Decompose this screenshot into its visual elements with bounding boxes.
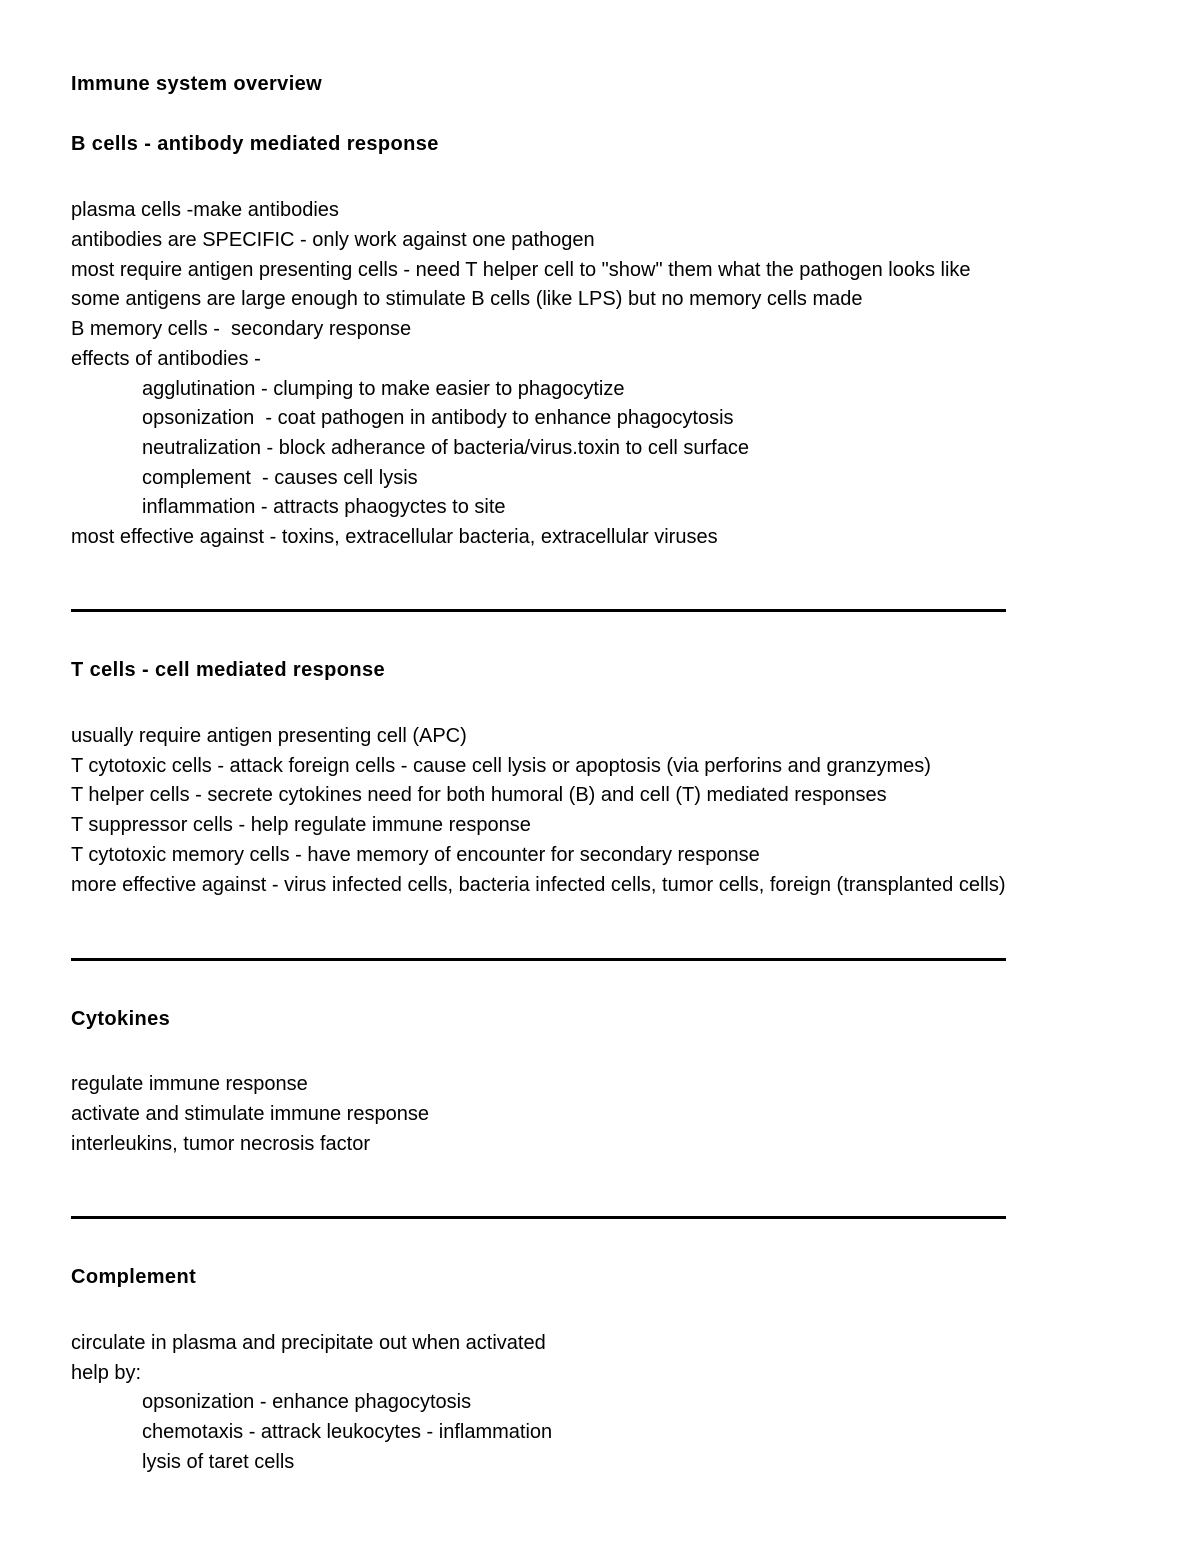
- cytokines-line: interleukins, tumor necrosis factor: [71, 1133, 371, 1155]
- antibody-effect-item: complement - causes cell lysis: [142, 467, 418, 489]
- t-cells-line: T helper cells - secrete cytokines need for both humoral (B) and cell (T) mediated responses: [71, 784, 887, 806]
- complement-line: circulate in plasma and precipitate out when activated: [71, 1332, 546, 1354]
- b-cells-line: B memory cells - secondary response: [71, 318, 412, 340]
- section-divider: [71, 609, 1006, 612]
- t-cells-line: usually require antigen presenting cell (APC): [71, 725, 467, 747]
- antibody-effect-item: opsonization - coat pathogen in antibody to enhance phagocytosis: [142, 407, 734, 429]
- t-cells-line: T cytotoxic cells - attack foreign cells - cause cell lysis or apoptosis (via perforins and granzymes): [71, 755, 931, 777]
- section-divider: [71, 958, 1006, 961]
- complement-line: help by:: [71, 1362, 142, 1384]
- cytokines-line: regulate immune response: [71, 1073, 308, 1095]
- b-cells-line: effects of antibodies -: [71, 348, 261, 370]
- t-cells-line: more effective against - virus infected cells, bacteria infected cells, tumor cells, foreign (transplanted cells): [71, 874, 1006, 896]
- complement-heading: Complement: [71, 1266, 197, 1288]
- b-cells-heading: B cells - antibody mediated response: [71, 133, 439, 155]
- t-cells-line: T suppressor cells - help regulate immune response: [71, 814, 531, 836]
- b-cells-line: most require antigen presenting cells - need T helper cell to "show" them what the pathogen looks like: [71, 259, 971, 281]
- b-cells-closing: most effective against - toxins, extracellular bacteria, extracellular viruses: [71, 526, 718, 548]
- antibody-effect-item: inflammation - attracts phaogyctes to site: [142, 496, 506, 518]
- document-title: Immune system overview: [71, 73, 323, 95]
- section-divider: [71, 1216, 1006, 1219]
- t-cells-line: T cytotoxic memory cells - have memory of encounter for secondary response: [71, 844, 760, 866]
- cytokines-line: activate and stimulate immune response: [71, 1103, 429, 1125]
- antibody-effect-item: neutralization - block adherance of bacteria/virus.toxin to cell surface: [142, 437, 749, 459]
- antibody-effect-item: agglutination - clumping to make easier to phagocytize: [142, 378, 625, 400]
- b-cells-line: some antigens are large enough to stimulate B cells (like LPS) but no memory cells made: [71, 288, 863, 310]
- t-cells-heading: T cells - cell mediated response: [71, 659, 386, 681]
- b-cells-line: plasma cells -make antibodies: [71, 199, 339, 221]
- complement-help-item: lysis of taret cells: [142, 1451, 295, 1473]
- complement-help-item: chemotaxis - attrack leukocytes - inflammation: [142, 1421, 553, 1443]
- cytokines-heading: Cytokines: [71, 1008, 171, 1030]
- b-cells-line: antibodies are SPECIFIC - only work against one pathogen: [71, 229, 595, 251]
- complement-help-item: opsonization - enhance phagocytosis: [142, 1391, 472, 1413]
